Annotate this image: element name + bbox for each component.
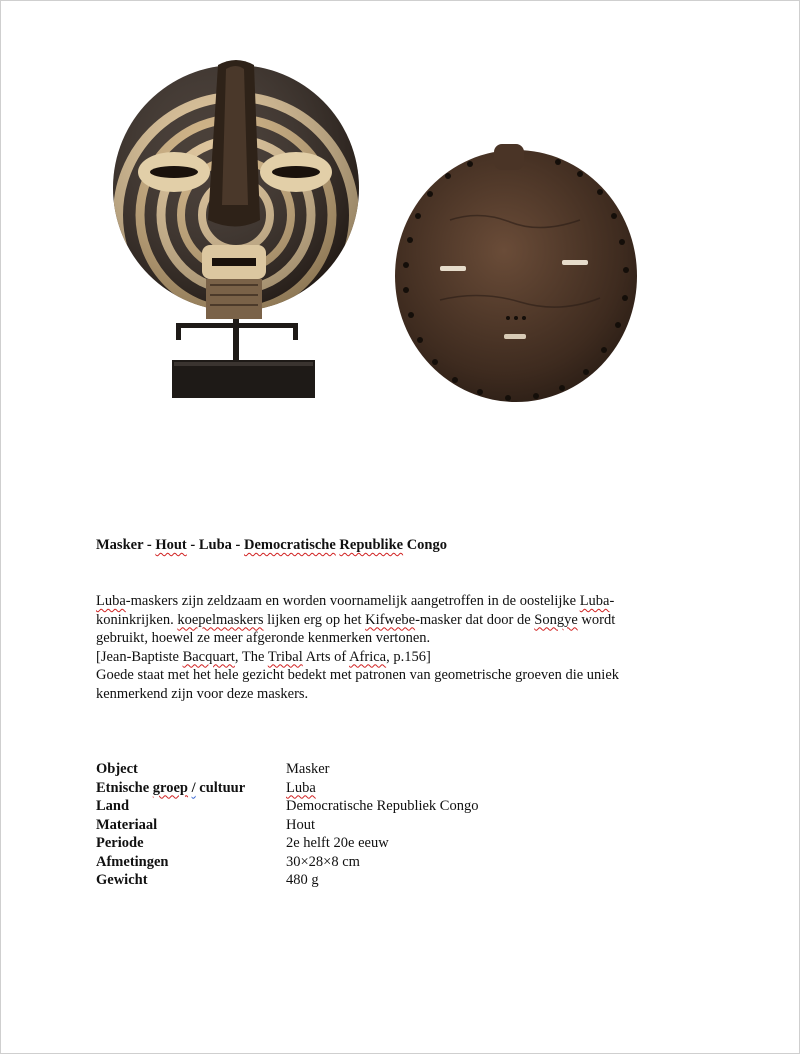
text-run: Arts of (302, 648, 350, 665)
spec-row-material (96, 816, 576, 835)
text-run: lijken erg op het (263, 611, 366, 628)
spec-row-object (96, 760, 576, 779)
title-part: Masker - (96, 537, 156, 553)
body-line-3: gebruikt, hoewel ze meer afgeronde kenmerken vertonen. (96, 630, 431, 646)
spec-value: Hout (286, 816, 315, 833)
title-part-republike: Republike (339, 537, 404, 553)
text-run: -maskers zijn zeldzaam en worden voornamelijk aangetroffen in de oostelijke (125, 593, 580, 609)
description-paragraph (96, 592, 716, 703)
spec-label (96, 779, 245, 798)
text-run: wordt (577, 611, 616, 628)
text-run: cultuur (195, 779, 246, 796)
word-bacquart: Bacquart (182, 648, 235, 665)
slash: / (191, 779, 196, 796)
spec-value: Democratische Republiek Congo (286, 798, 479, 814)
spec-value: 30×28×8 cm (286, 853, 360, 870)
spec-label: Materiaal (96, 816, 158, 833)
text-run: -masker dat door de (415, 611, 535, 628)
spec-value: Masker (286, 761, 330, 777)
title-part-democratische: Democratische (243, 537, 336, 553)
spec-label: Land (96, 798, 130, 814)
spec-row-weight (96, 871, 576, 890)
word-luba: Luba (579, 593, 610, 609)
specs-table (96, 760, 576, 890)
word-kifwebe: Kifwebe (365, 611, 416, 628)
spec-label: Gewicht (96, 872, 148, 888)
mask-front-photo (108, 55, 366, 403)
title-part: - Luba - (186, 537, 244, 553)
title-part-hout: Hout (155, 537, 187, 553)
spec-row-dimensions (96, 853, 576, 872)
spec-value: 480 g (286, 872, 319, 888)
word-africa: Africa (349, 648, 387, 665)
word-songye: Songye (534, 611, 578, 628)
body-line-4 (96, 648, 716, 667)
word-tribal: Tribal (267, 648, 303, 665)
text-run: [Jean-Baptiste (96, 648, 183, 665)
text-run: - (609, 593, 615, 609)
spec-label: Object (96, 761, 138, 777)
mask-back-photo (390, 140, 642, 405)
text-run: , p.156] (386, 648, 431, 665)
spec-row-ethnic-group (96, 779, 576, 798)
text-run: koninkrijken. (96, 611, 178, 628)
title-part: Congo (403, 537, 447, 553)
spec-row-country (96, 797, 576, 816)
spec-row-period (96, 834, 576, 853)
spec-label: Periode (96, 835, 144, 851)
body-line-6: kenmerkend zijn voor deze maskers. (96, 685, 309, 702)
text-run: Etnische (96, 779, 153, 796)
word-koepelmaskers: koepelmaskers (177, 611, 264, 628)
text-run: , The (234, 648, 268, 665)
body-line-2 (96, 611, 716, 630)
word-luba: Luba (96, 593, 126, 609)
spec-value: 2e helft 20e eeuw (286, 835, 389, 851)
spec-value: Luba (286, 779, 316, 796)
body-line-1 (96, 592, 716, 611)
spec-label: Afmetingen (96, 853, 169, 870)
word-groep: groep (152, 779, 188, 796)
document-title (96, 537, 447, 554)
body-line-5: Goede staat met het hele gezicht bedekt met patronen van geometrische groeven die uniek (96, 667, 619, 683)
